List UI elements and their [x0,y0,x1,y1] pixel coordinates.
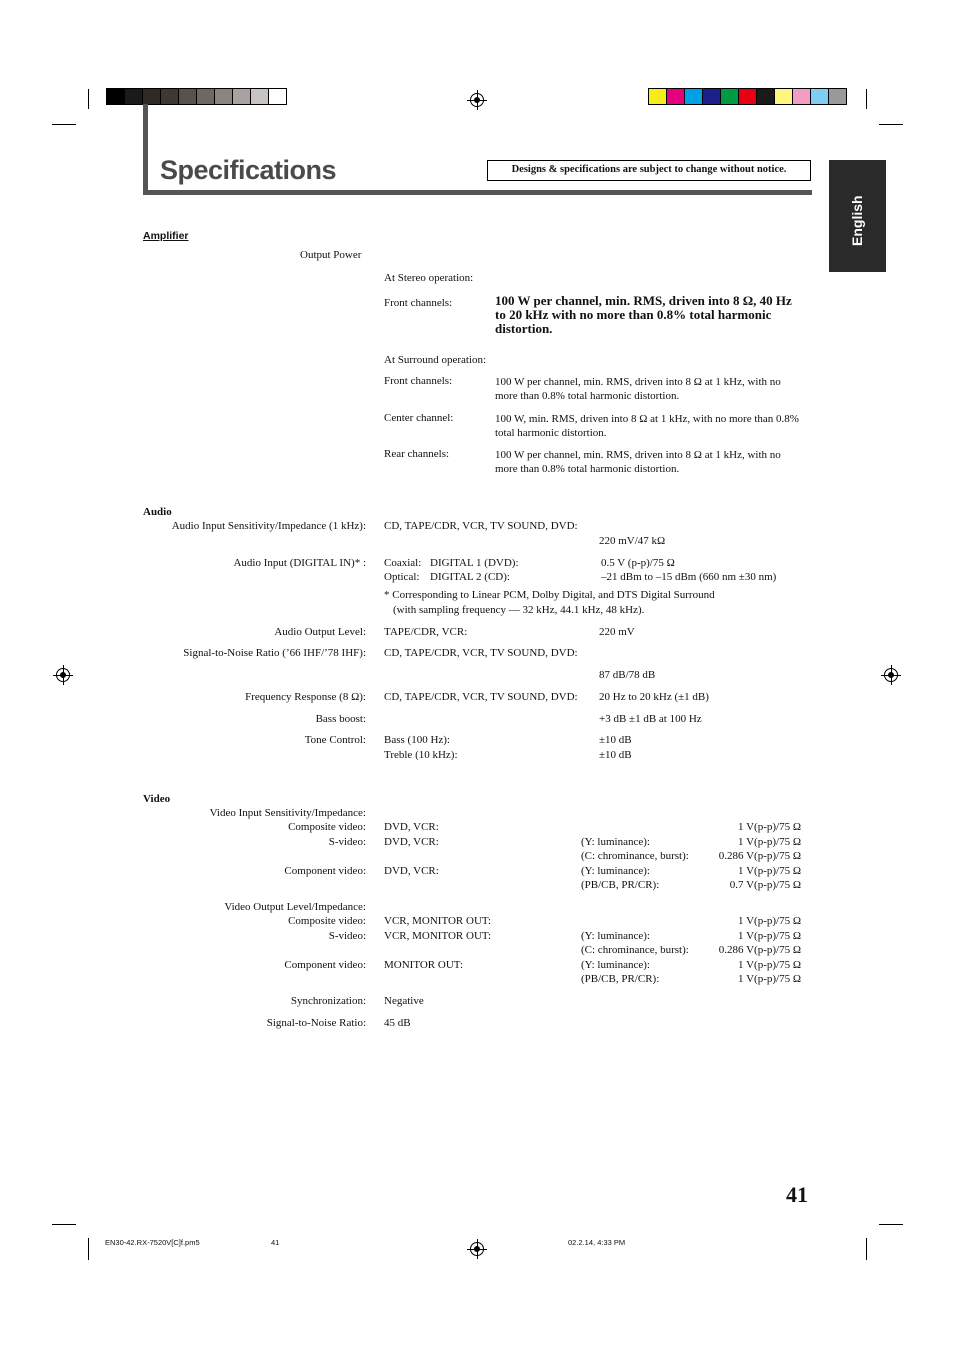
crop-mark [52,124,76,125]
in-svideo-c-label: (C: chrominance, burst): [581,850,689,862]
language-tab-label: English [849,195,865,246]
audio-output-level-label: Audio Output Level: [274,626,366,638]
bass-value: ±10 dB [599,734,632,746]
video-snr-label: Signal-to-Noise Ratio: [266,1017,366,1029]
color-swatch [214,88,233,105]
crop-mark [866,1238,867,1260]
registration-mark-icon [56,668,70,682]
freq-response-label: Frequency Response (8 Ω): [245,691,366,703]
in-component-pb-label: (PB/CB, PR/CR): [581,879,660,891]
color-swatch [684,88,703,105]
crop-mark [879,124,903,125]
audio-input-sens-label: Audio Input Sensitivity/Impedance (1 kHz): [171,520,366,532]
center-label: Center channel: [384,412,454,424]
out-component-pb-label: (PB/CB, PR/CR): [581,973,660,985]
audio-heading: Audio [143,506,172,518]
in-composite-label: Composite video: [288,821,366,833]
footer-date: 02.2.14, 4:33 PM [568,1238,626,1247]
coaxial-value: 0.5 V (p-p)/75 Ω [601,557,675,569]
color-swatch [792,88,811,105]
stereo-front-label: Front channels: [384,297,453,309]
freq-response-sources: CD, TAPE/CDR, VCR, TV SOUND, DVD: [384,691,578,703]
in-composite-source: DVD, VCR: [384,821,439,833]
color-swatch [720,88,739,105]
footnote-line-1: * Corresponding to Linear PCM, Dolby Digital, and DTS Digital Surround [384,589,715,601]
out-composite-value: 1 V(p-p)/75 Ω [738,915,801,927]
stereo-front-value: 100 W per channel, min. RMS, driven into 8 Ω, 40 Hz to 20 kHz with no more than 0.8% total harmonic distortion. [495,293,792,336]
color-swatch [160,88,179,105]
freq-response-value: 20 Hz to 20 kHz (±1 dB) [599,691,709,703]
coaxial-label: Coaxial: [384,557,422,569]
surround-front-value: 100 W per channel, min. RMS, driven into 8 Ω at 1 kHz, with no more than 0.8% total harmonic distortion. [495,376,781,402]
surround-label: At Surround operation: [384,354,487,366]
video-input-label: Video Input Sensitivity/Impedance: [209,807,366,819]
color-swatch [756,88,775,105]
coaxial-source: DIGITAL 1 (DVD): [430,557,519,569]
color-swatch [268,88,287,105]
in-component-y-value: 1 V(p-p)/75 Ω [738,865,801,877]
color-swatch [142,88,161,105]
crop-mark [52,1224,76,1225]
header-frame-bottom [143,190,812,195]
audio-digital-label: Audio Input (DIGITAL IN)* : [233,557,366,569]
tone-control-label: Tone Control: [304,734,366,746]
out-component-source: MONITOR OUT: [384,959,463,971]
registration-mark-icon [884,668,898,682]
rear-value: 100 W per channel, min. RMS, driven into 8 Ω at 1 kHz, with no more than 0.8% total harmonic distortion. [495,449,781,475]
in-svideo-c-value: 0.286 V(p-p)/75 Ω [718,850,801,862]
out-svideo-label: S-video: [328,930,366,942]
audio-input-sens-sources: CD, TAPE/CDR, VCR, TV SOUND, DVD: [384,520,578,532]
out-svideo-y-value: 1 V(p-p)/75 Ω [738,930,801,942]
in-svideo-y-label: (Y: luminance): [581,836,650,848]
optical-source: DIGITAL 2 (CD): [430,571,510,583]
treble-value: ±10 dB [599,749,632,761]
center-value: 100 W, min. RMS, driven into 8 Ω at 1 kHz, with no more than 0.8% total harmonic distortion. [495,413,799,439]
color-swatch [250,88,269,105]
out-component-pb-value: 1 V(p-p)/75 Ω [738,973,801,985]
footnote-line-2: (with sampling frequency — 32 kHz, 44.1 kHz, 48 kHz). [393,604,645,616]
optical-value: –21 dBm to –15 dBm (660 nm ±30 nm) [601,571,777,583]
out-component-y-label: (Y: luminance): [581,959,650,971]
page-number: 41 [786,1182,808,1207]
audio-snr-value: 87 dB/78 dB [599,669,656,681]
in-component-y-label: (Y: luminance): [581,865,650,877]
color-swatch [738,88,757,105]
color-swatch [178,88,197,105]
registration-mark-icon [470,93,484,107]
in-svideo-y-value: 1 V(p-p)/75 Ω [738,836,801,848]
language-tab [829,160,886,272]
video-snr-value: 45 dB [384,1017,411,1029]
out-svideo-y-label: (Y: luminance): [581,930,650,942]
sync-label: Synchronization: [290,995,366,1007]
page-title: Specifications [160,155,337,185]
out-svideo-source: VCR, MONITOR OUT: [384,930,492,942]
sync-value: Negative [384,995,424,1007]
color-swatch [648,88,667,105]
audio-snr-sources: CD, TAPE/CDR, VCR, TV SOUND, DVD: [384,647,578,659]
color-swatch [196,88,215,105]
crop-mark [88,1238,89,1260]
notice-box: Designs & specifications are subject to change without notice. [487,160,811,181]
crop-mark [88,89,89,109]
color-swatch [666,88,685,105]
out-composite-label: Composite video: [288,915,366,927]
out-svideo-c-label: (C: chrominance, burst): [581,944,689,956]
in-svideo-label: S-video: [328,836,366,848]
amplifier-heading: Amplifier [143,230,189,242]
out-component-y-value: 1 V(p-p)/75 Ω [738,959,801,971]
color-swatch [702,88,721,105]
color-swatch [124,88,143,105]
out-composite-source: VCR, MONITOR OUT: [384,915,492,927]
header-frame-left [143,104,148,195]
audio-output-level-source: TAPE/CDR, VCR: [384,626,468,638]
audio-input-sens-value: 220 mV/47 kΩ [599,535,666,547]
registration-mark-icon [470,1242,484,1256]
bass-boost-label: Bass boost: [315,713,366,725]
in-svideo-source: DVD, VCR: [384,836,439,848]
in-composite-value: 1 V(p-p)/75 Ω [738,821,801,833]
optical-label: Optical: [384,571,420,583]
out-component-label: Component video: [284,959,366,971]
color-swatch [774,88,793,105]
footer-page: 41 [271,1238,280,1247]
audio-snr-label: Signal-to-Noise Ratio (’66 IHF/’78 IHF): [183,647,366,659]
video-heading: Video [143,793,171,805]
crop-mark [879,1224,903,1225]
footer-filename: EN30-42.RX-7520V[C]f.pm5 [105,1238,200,1247]
color-swatch [828,88,847,105]
color-swatch [106,88,125,105]
video-output-label: Video Output Level/Impedance: [224,901,366,913]
in-component-pb-value: 0.7 V(p-p)/75 Ω [729,879,801,891]
bass-boost-value: +3 dB ±1 dB at 100 Hz [599,713,702,725]
in-component-source: DVD, VCR: [384,865,439,877]
stereo-label: At Stereo operation: [384,272,474,284]
color-swatch [232,88,251,105]
bass-label: Bass (100 Hz): [384,734,450,746]
surround-front-label: Front channels: [384,375,453,387]
treble-label: Treble (10 kHz): [384,749,458,761]
rear-label: Rear channels: [384,448,450,460]
crop-mark [866,89,867,109]
color-swatch [810,88,829,105]
out-svideo-c-value: 0.286 V(p-p)/75 Ω [718,944,801,956]
output-power-label: Output Power [300,249,362,261]
in-component-label: Component video: [284,865,366,877]
audio-output-level-value: 220 mV [599,626,635,638]
